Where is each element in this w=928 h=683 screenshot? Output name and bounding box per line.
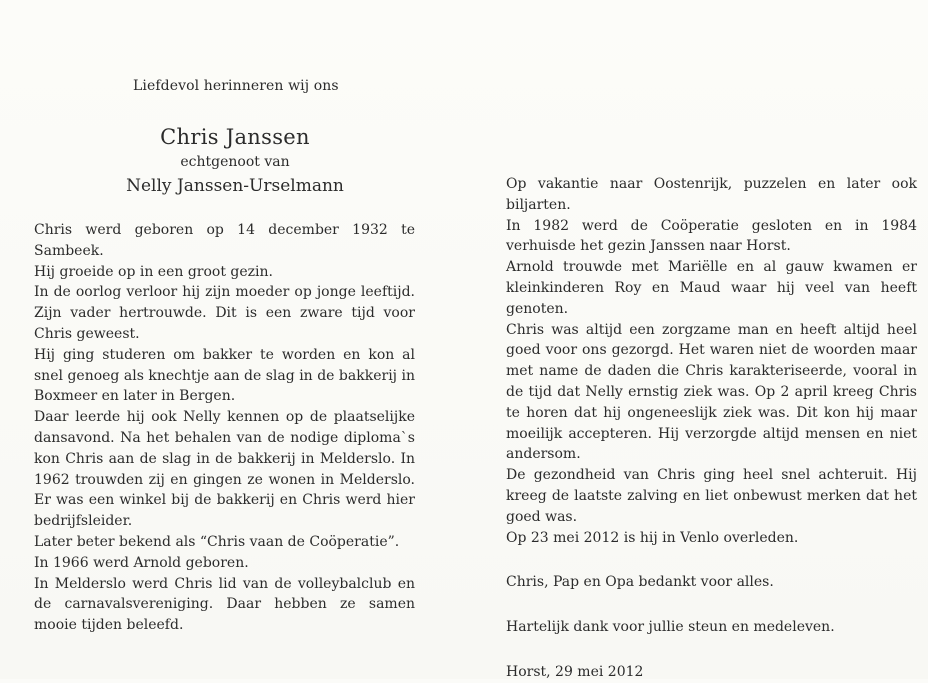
intro-line: Liefdevol herinneren wij ons [133, 78, 339, 94]
paragraph: Chris was altijd een zorgzame man en heeft altijd heel goed voor ons gezorgd. Het waren niet de woorden maar met name de daden die Chris karakteriseerde, vooral in de tijd dat Nelly ernstig ziek was. Op 2 april kreeg Chris te horen dat hij ongeneeslijk ziek was. Dit kon hij maar moeilijk accepteren. Hij verzorgde altijd mensen en niet andersom. [506, 321, 917, 463]
paragraph: In de oorlog verloor hij zijn moeder op jonge leeftijd. Zijn vader hertrouwde. Dit is een zware tijd voor Chris geweest. [34, 284, 415, 342]
name-block [70, 122, 400, 198]
place-date: Horst, 29 mei 2012 [506, 663, 644, 680]
paragraph: In 1966 werd Arnold geboren. [34, 554, 249, 571]
paragraph: Later beter bekend als “Chris vaan de Coöperatie”. [34, 533, 400, 550]
paragraph: De gezondheid van Chris ging heel snel achteruit. Hij kreeg de laatste zalving en liet onbewust merken dat het goed was. [506, 467, 917, 525]
paragraph: Op vakantie naar Oostenrijk, puzzelen en later ook biljarten. [506, 176, 917, 213]
deceased-name: Chris Janssen [160, 125, 310, 149]
paragraph: Arnold trouwde met Mariëlle en al gauw kwamen er kleinkinderen Roy en Maud waar hij veel van heeft genoten. [506, 259, 917, 317]
paragraph: Op 23 mei 2012 is hij in Venlo overleden. [506, 529, 799, 546]
paragraph: In Melderslo werd Chris lid van de volleybalclub en de carnavalsvereniging. Daar hebben ze samen mooie tijden beleefd. [34, 575, 415, 634]
paragraph: In 1982 werd de Coöperatie gesloten en in 1984 verhuisde het gezin Janssen naar Horst. [506, 217, 917, 255]
paragraph: Hij groeide op in een groot gezin. [34, 263, 273, 280]
spouse-name: Nelly Janssen-Urselmann [126, 176, 344, 196]
right-column-text [506, 174, 917, 683]
left-column-text [34, 220, 415, 636]
gratitude-line: Hartelijk dank voor jullie steun en medeleven. [506, 619, 835, 636]
paragraph: Daar leerde hij ook Nelly kennen op de plaatselijke dansavond. Na het behalen van de nodige diploma`s kon Chris aan de slag in de bakkerij in Melderslo. In 1962 trouwden zij en gingen ze wonen in Melderslo. Er was een winkel bij de bakkerij en Chris werd hier bedrijfsleider. [34, 409, 415, 530]
thanks-line: Chris, Pap en Opa bedankt voor alles. [506, 574, 774, 591]
spouse-prefix: echtgenoot van [180, 154, 290, 170]
paragraph: Hij ging studeren om bakker te worden en kon al snel genoeg als knechtje aan de slag in de bakkerij in Boxmeer en later in Bergen. [34, 346, 415, 405]
paragraph: Chris werd geboren op 14 december 1932 te Sambeek. [34, 222, 415, 259]
